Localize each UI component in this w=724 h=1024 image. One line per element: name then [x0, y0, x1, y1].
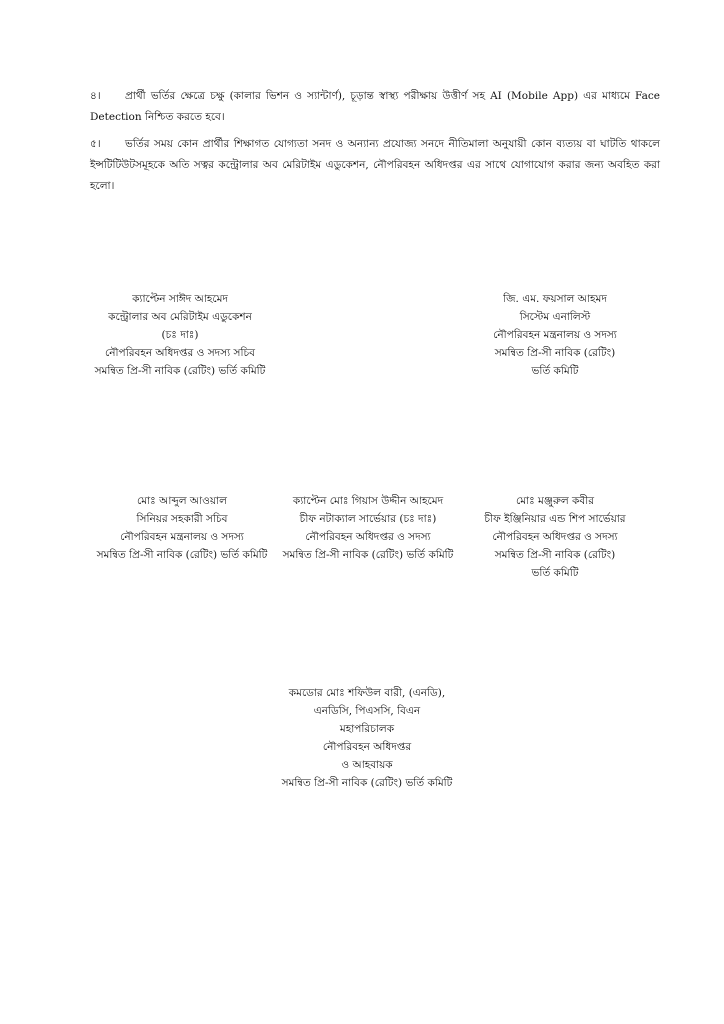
- signature-block-senior-assistant-secretary: [82, 492, 282, 564]
- signatory-designation: চীফ ইঞ্জিনিয়ার এন্ড শিপ সার্ভেয়ার: [484, 513, 626, 525]
- signatory-designation: এনডিসি, পিএসসি, বিএন: [313, 705, 421, 717]
- signatory-committee: সমন্বিত প্রি-সী নাবিক (রেটিং) ভর্তি কমিটি: [96, 549, 268, 561]
- paragraph-5: [90, 134, 660, 197]
- signatory-designation: নৌপরিবহন মন্ত্রনালয় ও সদস্য: [120, 531, 244, 543]
- signatory-name: ক্যাপ্টেন সাঈদ আহমেদ: [132, 293, 228, 305]
- signature-block-system-analyst: [455, 290, 655, 380]
- signatory-name: কমডোর মোঃ শফিউল বারী, (এনডি),: [288, 687, 446, 699]
- signatory-designation: চীফ নটাক্যাল সার্ভেয়ার (চঃ দাঃ): [299, 513, 437, 525]
- signature-block-controller: [80, 290, 280, 380]
- signatory-designation: সিনিয়র সহকারী সচিব: [136, 513, 228, 525]
- paragraph-text: ভর্তির সময় কোন প্রার্থীর শিক্ষাগত যোগ্যতা সনদ ও অন্যান্য প্রযোজ্য সনদে নীতিমালা অনুযায়ী কোন ব্যত্যয় বা ঘাটতি থাকলে ইন্সটিটিউটসমূহকে অতি সত্বর কন্ট্রোলার অব মেরিটাইম এডুকেশন, নৌপরিবহন অধিদপ্তর এর সাথে যোগাযোগ করার জন্য অবহিত করা হলো।: [90, 138, 660, 192]
- signatory-designation: নৌপরিবহন অধিদপ্তর ও সদস্য: [492, 531, 618, 543]
- signatory-designation: নৌপরিবহন অধিদপ্তর: [322, 741, 412, 753]
- signatory-committee: সমন্বিত প্রি-সী নাবিক (রেটিং) ভর্তি কমিটি: [281, 777, 453, 789]
- signatory-name: মোঃ মঞ্জুরুল কবীর: [515, 495, 595, 507]
- paragraph-number: ৪।: [90, 90, 101, 102]
- signatory-committee: ভর্তি কমিটি: [531, 567, 579, 579]
- signatory-name: ক্যাপ্টেন মোঃ গিয়াস উদ্দীন আহমেদ: [292, 495, 444, 507]
- signatory-committee: সমন্বিত প্রি-সী নাবিক (রেটিং) ভর্তি কমিটি: [282, 549, 454, 561]
- signatory-designation: মহাপরিচালক: [339, 723, 395, 735]
- signature-block-director-general: [252, 684, 482, 792]
- signatory-designation: ও আহবায়ক: [341, 759, 393, 771]
- signatory-designation: নৌপরিবহন মন্ত্রনালয় ও সদস্য: [493, 329, 617, 341]
- signatory-designation: (চঃ দাঃ): [161, 329, 199, 341]
- signatory-committee: সমন্বিত প্রি-সী নাবিক (রেটিং): [494, 549, 616, 561]
- paragraph-4: [90, 86, 660, 128]
- paragraph-number: ৫।: [90, 138, 101, 150]
- signatory-designation: সিস্টেম এনালিস্ট: [519, 311, 591, 323]
- signatory-designation: নৌপরিবহন অধিদপ্তর ও সদস্য: [305, 531, 431, 543]
- signatory-designation: নৌপরিবহন অধিদপ্তর ও সদস্য সচিব: [105, 347, 255, 359]
- signatory-committee: সমন্বিত প্রি-সী নাবিক (রেটিং) ভর্তি কমিটি: [94, 365, 266, 377]
- signatory-committee: ভর্তি কমিটি: [531, 365, 579, 377]
- paragraph-text: প্রার্থী ভর্তির ক্ষেত্রে চক্ষু (কালার ভিশন ও স্যান্টার্ণ), চূড়ান্ত স্বাস্থ্য পরীক্ষায় উত্তীর্ণ সহ AI (Mobile App) এর মাধ্যমে Face Detection নিশ্চিত করতে হবে।: [90, 90, 660, 123]
- signatory-designation: কন্ট্রোলার অব মেরিটাইম এডুকেশন: [108, 311, 252, 323]
- signatory-committee: সমন্বিত প্রি-সী নাবিক (রেটিং): [494, 347, 616, 359]
- signature-block-chief-engineer: [445, 492, 665, 582]
- signatory-name: মোঃ আব্দুল আওয়াল: [137, 495, 227, 507]
- signatory-name: জি. এম. ফয়সাল আহমদ: [503, 293, 607, 305]
